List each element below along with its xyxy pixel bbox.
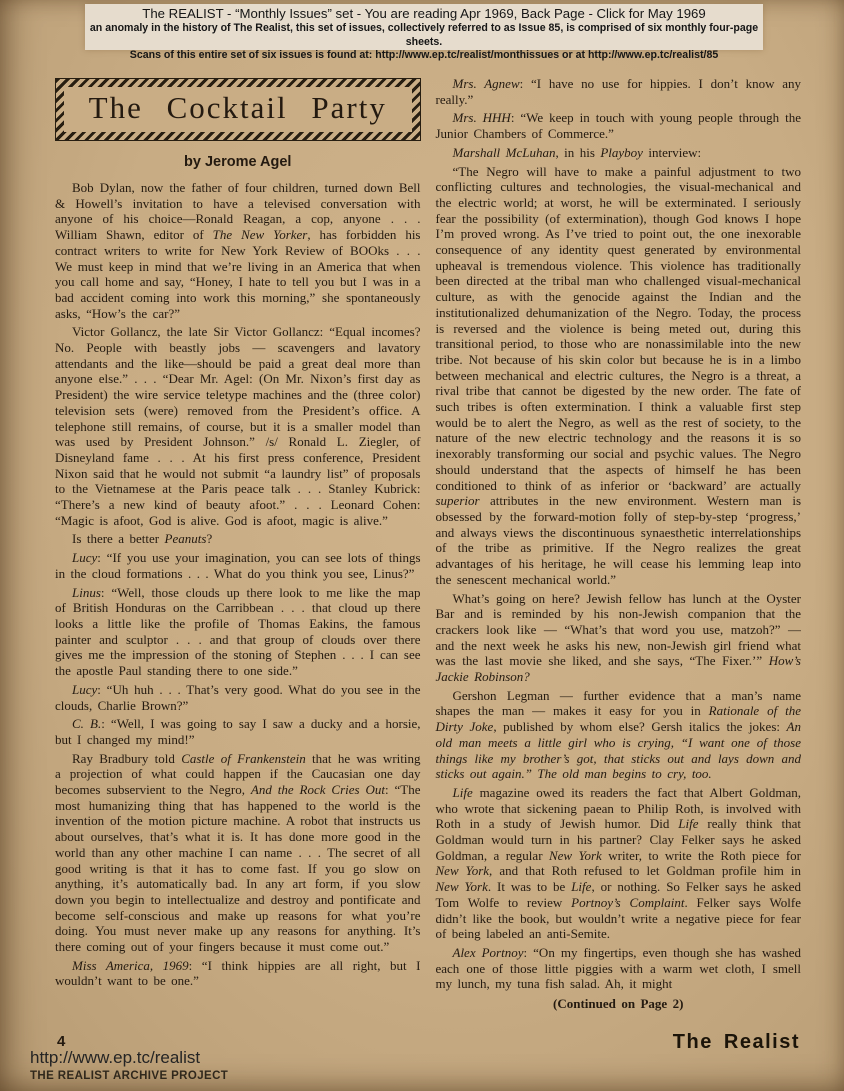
paragraph: Ray Bradbury told Castle of Frankenstein that he was writing a projection of what could happen if the Caucasian one day becomes subservient to the Negro, And the Rock Cries Out: “The most humanizing thing that has happened to the world is the invention of the motion picture machine. A robot that instructs us about ourselves, that’s what it is. It has done more good in the world than any other machine I can name . . . The secret of all good writing is that it has to come fast. If you go slow on anything, it’s automatically bad. In any art form, if you slow down you begin to intellectualize and destroy and pontificate and become self-conscious and make up reasons for what you’re doing. You must never make up any reasons for anything. It’s there coming out of your fingers because it must come out.” [55, 750, 421, 955]
paragraph: Victor Gollancz, the late Sir Victor Gollancz: “Equal incomes? No. People with beastly jobs — scavengers and lavatory attendants and the like—should be paid a great deal more than anyone else.” . . . “Dear Mr. Agel: (On Mr. Nixon’s first day as President) the wire service teletype machines and the (three color) television sets (were) removed from the President’s office. A telephone still remains, of course, but it is a smaller model than was used by President Johnson.” /s/ Ronald L. Ziegler, of Disneyland fame . . . At his first press conference, President Nixon said that he would not submit “a laundry list” of proposals to the Vietnamese at the Paris peace talk . . . Stanley Kubrick: “There’s a new kind of beauty afoot.” . . . Leonard Cohen: “Magic is afoot, God is alive. God is afoot, magic is alive.” [55, 324, 421, 528]
left-column [55, 76, 421, 1032]
paragraph: Lucy: “If you use your imagination, you can see lots of things in the cloud formations . . . What do you think you see, Linus?” [55, 550, 421, 581]
paragraph: (Continued on Page 2) [553, 996, 684, 1012]
paragraph: C. B.: “Well, I was going to say I saw a ducky and a horsie, but I changed my mind!” [55, 716, 421, 747]
paragraph: Mrs. HHH: “We keep in touch with young people through the Junior Chambers of Commerce.” [435, 110, 801, 142]
paragraph: Linus: “Well, those clouds up there look to me like the map of British Honduras on the Carribbean . . . that cloud up there looks a little like the profile of Thomas Eakins, the famous painter and sculptor . . . and that group of clouds over there gives me the impression of the stoning of Stephen . . . I can see the apostle Paul standing there to one side.” [55, 584, 421, 679]
paragraph: Alex Portnoy: “On my fingertips, even though she has washed each one of those little piggies with a warm wet cloth, I smell my lunch, my tuna fish salad. Ah, it might [435, 944, 801, 992]
article-title-inner [64, 87, 412, 132]
right-column-text [436, 76, 802, 1012]
right-column [436, 76, 802, 1032]
paragraph: Gershon Legman — further evidence that a man’s name shapes the man — makes it easy for you in Rationale of the Dirty Joke, published by whom else? Gersh italics the jokes: An old man meets a little girl who is crying, “I want one of those things like my brother’s got, that sticks out and lays down and sticks out again.” The old man begins to cry, too. [435, 687, 801, 782]
paragraph: Lucy: “Uh huh . . . That’s very good. What do you see in the clouds, Charlie Brown?” [55, 681, 421, 713]
article-byline: by Jerome Agel [184, 154, 292, 170]
banner-note: an anomaly in the history of The Realist, this set of issues, collectively referred to as Issue 85, is comprised of six monthly four-page sheets. [89, 22, 759, 48]
left-column-text [55, 180, 421, 989]
paragraph: Marshall McLuhan, in his Playboy interview: [452, 144, 702, 160]
article-title: The Cocktail Party [88, 90, 387, 125]
banner-issue-navigation: The REALIST - “Monthly Issues” set - You are reading Apr 1969, Back Page - Click for May 1969 [142, 6, 706, 21]
paragraph: Mrs. Agnew: “I have no use for hippies. I don’t know any really.” [435, 76, 801, 107]
article-columns [55, 76, 801, 1032]
page-number: 4 [57, 1033, 66, 1050]
archive-banner-link[interactable] [85, 4, 763, 61]
article-title-box [55, 78, 421, 141]
banner-scan-urls: Scans of this entire set of six issues is found at: http://www.ep.tc/realist/monthissues or at http://www.ep.tc/realist/85 [129, 49, 719, 61]
paragraph: Is there a better Peanuts? [72, 531, 213, 547]
archive-project-name: THE REALIST ARCHIVE PROJECT [30, 1070, 229, 1082]
paragraph: Life magazine owed its readers the fact that Albert Goldman, who wrote that sickening paean to Philip Roth, is involved with Roth in a study of Jewish humor. Did Life really think that Goldman would turn in his partner? Clay Felker says he asked Goldman, a regular New York writer, to write the Roth piece for New York, and that Roth refused to let Goldman profile him in New York. It was to be Life, or nothing. So Felker says he asked Tom Wolfe to review Portnoy’s Complaint. Felker says Wolfe didn’t like the book, but wouldn’t write a negative piece for fear of being labeled an anti-Semite. [435, 784, 801, 942]
archive-url: http://www.ep.tc/realist [30, 1048, 201, 1067]
paragraph: Miss America, 1969: “I think hippies are all right, but I wouldn’t want to be one.” [55, 957, 421, 989]
paragraph: Bob Dylan, now the father of four children, turned down Bell & Howell’s invitation to have a televised conversation with anyone of his choice—Ronald Reagan, a cop, anyone . . . William Shawn, editor of The New Yorker, has forbidden his contract writers to write for New York Review of BOOks . . . We must keep in mind that we’re living in an America that when you call home and say, “Honey, I hate to tell you but I was in a bad accident coming into work this morning,” she spontaneously asks, “How’s the car?” [55, 180, 421, 321]
paragraph: “The Negro will have to make a painful adjustment to two conflicting cultures and technologies, the visual-mechanical and the electric world; at worst, he will be exterminated. I seriously fear the possibility (of extermination), though God knows I hope I’m proved wrong. As I’ve tried to point out, the one inexorable consequence of any identity quest generated by environmental upheaval is tremendous violence. This violence has traditionally been directed at the tribal man who challenged visual-mechanical culture, as with the genocide against the Indian and the institutionalized dehumanization of the Negro. Today, the process is reversed and the violence is being meted out, during this transitional period, to those who are nonassimilable into the new tribe. Not because of his skin color but because he is in a limbo between mechanical and electric cultures, the Negro is a threat, a rival tribe that cannot be digested by the new order. The fate of such tribes is often extermination. I think a valuable first step would be to alert the Negro, as well as the rest of society, to the nature of the new electric technology and the reasons it is so inexorably transforming our social and psychic values. The Negro should understand that the aspects of himself he has been conditioned to think of as inferior or ‘backward’ are actually superior attributes in the new environment. Western man is obsessed by the forward-motion folly of step-by-step ‘progress,’ and always views the discontinuous synaesthetic interrelationships of the tribe as primitive. If the Negro realizes the great advantages of his heritage, he will cease his lemming leap into the senescent mechanical world.” [435, 163, 801, 587]
paragraph: What’s going on here? Jewish fellow has lunch at the Oyster Bar and is reminded by his non-Jewish companion that the crackers look like — “What’s that word you use, matzoh?” — and the next week he asks his new, non-Jewish girl friend what was the last movie she liked, and she says, “The Fixer.’” How’s Jackie Robinson? [435, 590, 801, 685]
magazine-name: The Realist [672, 1031, 800, 1053]
